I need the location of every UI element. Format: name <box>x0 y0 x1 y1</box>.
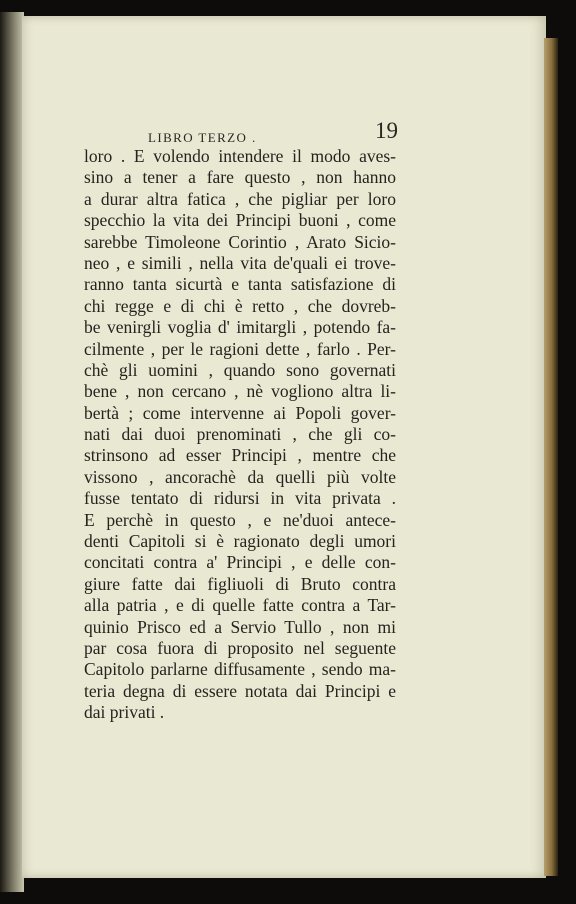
text-line: strinsono ad esser Principi , mentre che <box>84 445 396 466</box>
text-line: nati dai duoi prenominati , che gli co- <box>84 424 396 445</box>
text-line: sino a tener a fare questo , non hanno <box>84 167 396 188</box>
text-line: denti Capitoli si è ragionato degli umori <box>84 531 396 552</box>
facing-page-edge <box>0 12 24 892</box>
text-line: bertà ; come intervenne ai Popoli gover- <box>84 402 396 423</box>
text-line: be venirgli voglia d' imitargli , potendo fa- <box>84 317 396 338</box>
text-line: loro . E volendo intendere il modo aves- <box>84 146 396 166</box>
text-line: chè gli uomini , quando sono governati <box>84 359 396 380</box>
text-line: par cosa fuora di proposito nel seguente <box>84 637 396 658</box>
text-line: sarebbe Timoleone Corintio , Arato Sicio- <box>84 231 396 252</box>
text-line: teria degna di essere notata dai Principi e <box>84 680 396 701</box>
text-line: neo , e simili , nella vita de'quali ei trove- <box>84 252 396 273</box>
text-line: chi regge e di chi è retto , che dovreb- <box>84 295 396 316</box>
text-line: ranno tanta sicurtà e tanta satisfazione di <box>84 274 396 295</box>
text-line: vissono , ancorachè da quelli più volte <box>84 466 396 487</box>
running-head: LIBRO TERZO . <box>148 130 257 145</box>
page-stack-edge <box>544 38 558 876</box>
text-line: Capitolo parlarne diffusamente , sendo ma- <box>84 659 396 680</box>
text-line: concitati contra a' Principi , e delle con- <box>84 552 396 573</box>
page-header <box>120 114 408 148</box>
text-line: cilmente , per le ragioni dette , farlo . Per- <box>84 338 396 359</box>
page-number: 19 <box>375 118 398 143</box>
text-line: E perchè in questo , e ne'duoi antece- <box>84 509 396 530</box>
text-line: fusse tentato di ridursi in vita privata . <box>84 488 396 509</box>
text-line: quinio Prisco ed a Servio Tullo , non mi <box>84 616 396 637</box>
body-text <box>84 146 396 724</box>
text-line: giure fatte dai figliuoli di Bruto contra <box>84 573 396 594</box>
text-line: bene , non cercano , nè vogliono altra li- <box>84 381 396 402</box>
text-line: dai privati . <box>84 702 165 723</box>
text-line: alla patria , e di quelle fatte contra a Tar- <box>84 595 396 616</box>
text-line: a durar altra fatica , che pigliar per loro <box>84 188 396 209</box>
text-line: specchio la vita dei Principi buoni , come <box>84 210 396 231</box>
